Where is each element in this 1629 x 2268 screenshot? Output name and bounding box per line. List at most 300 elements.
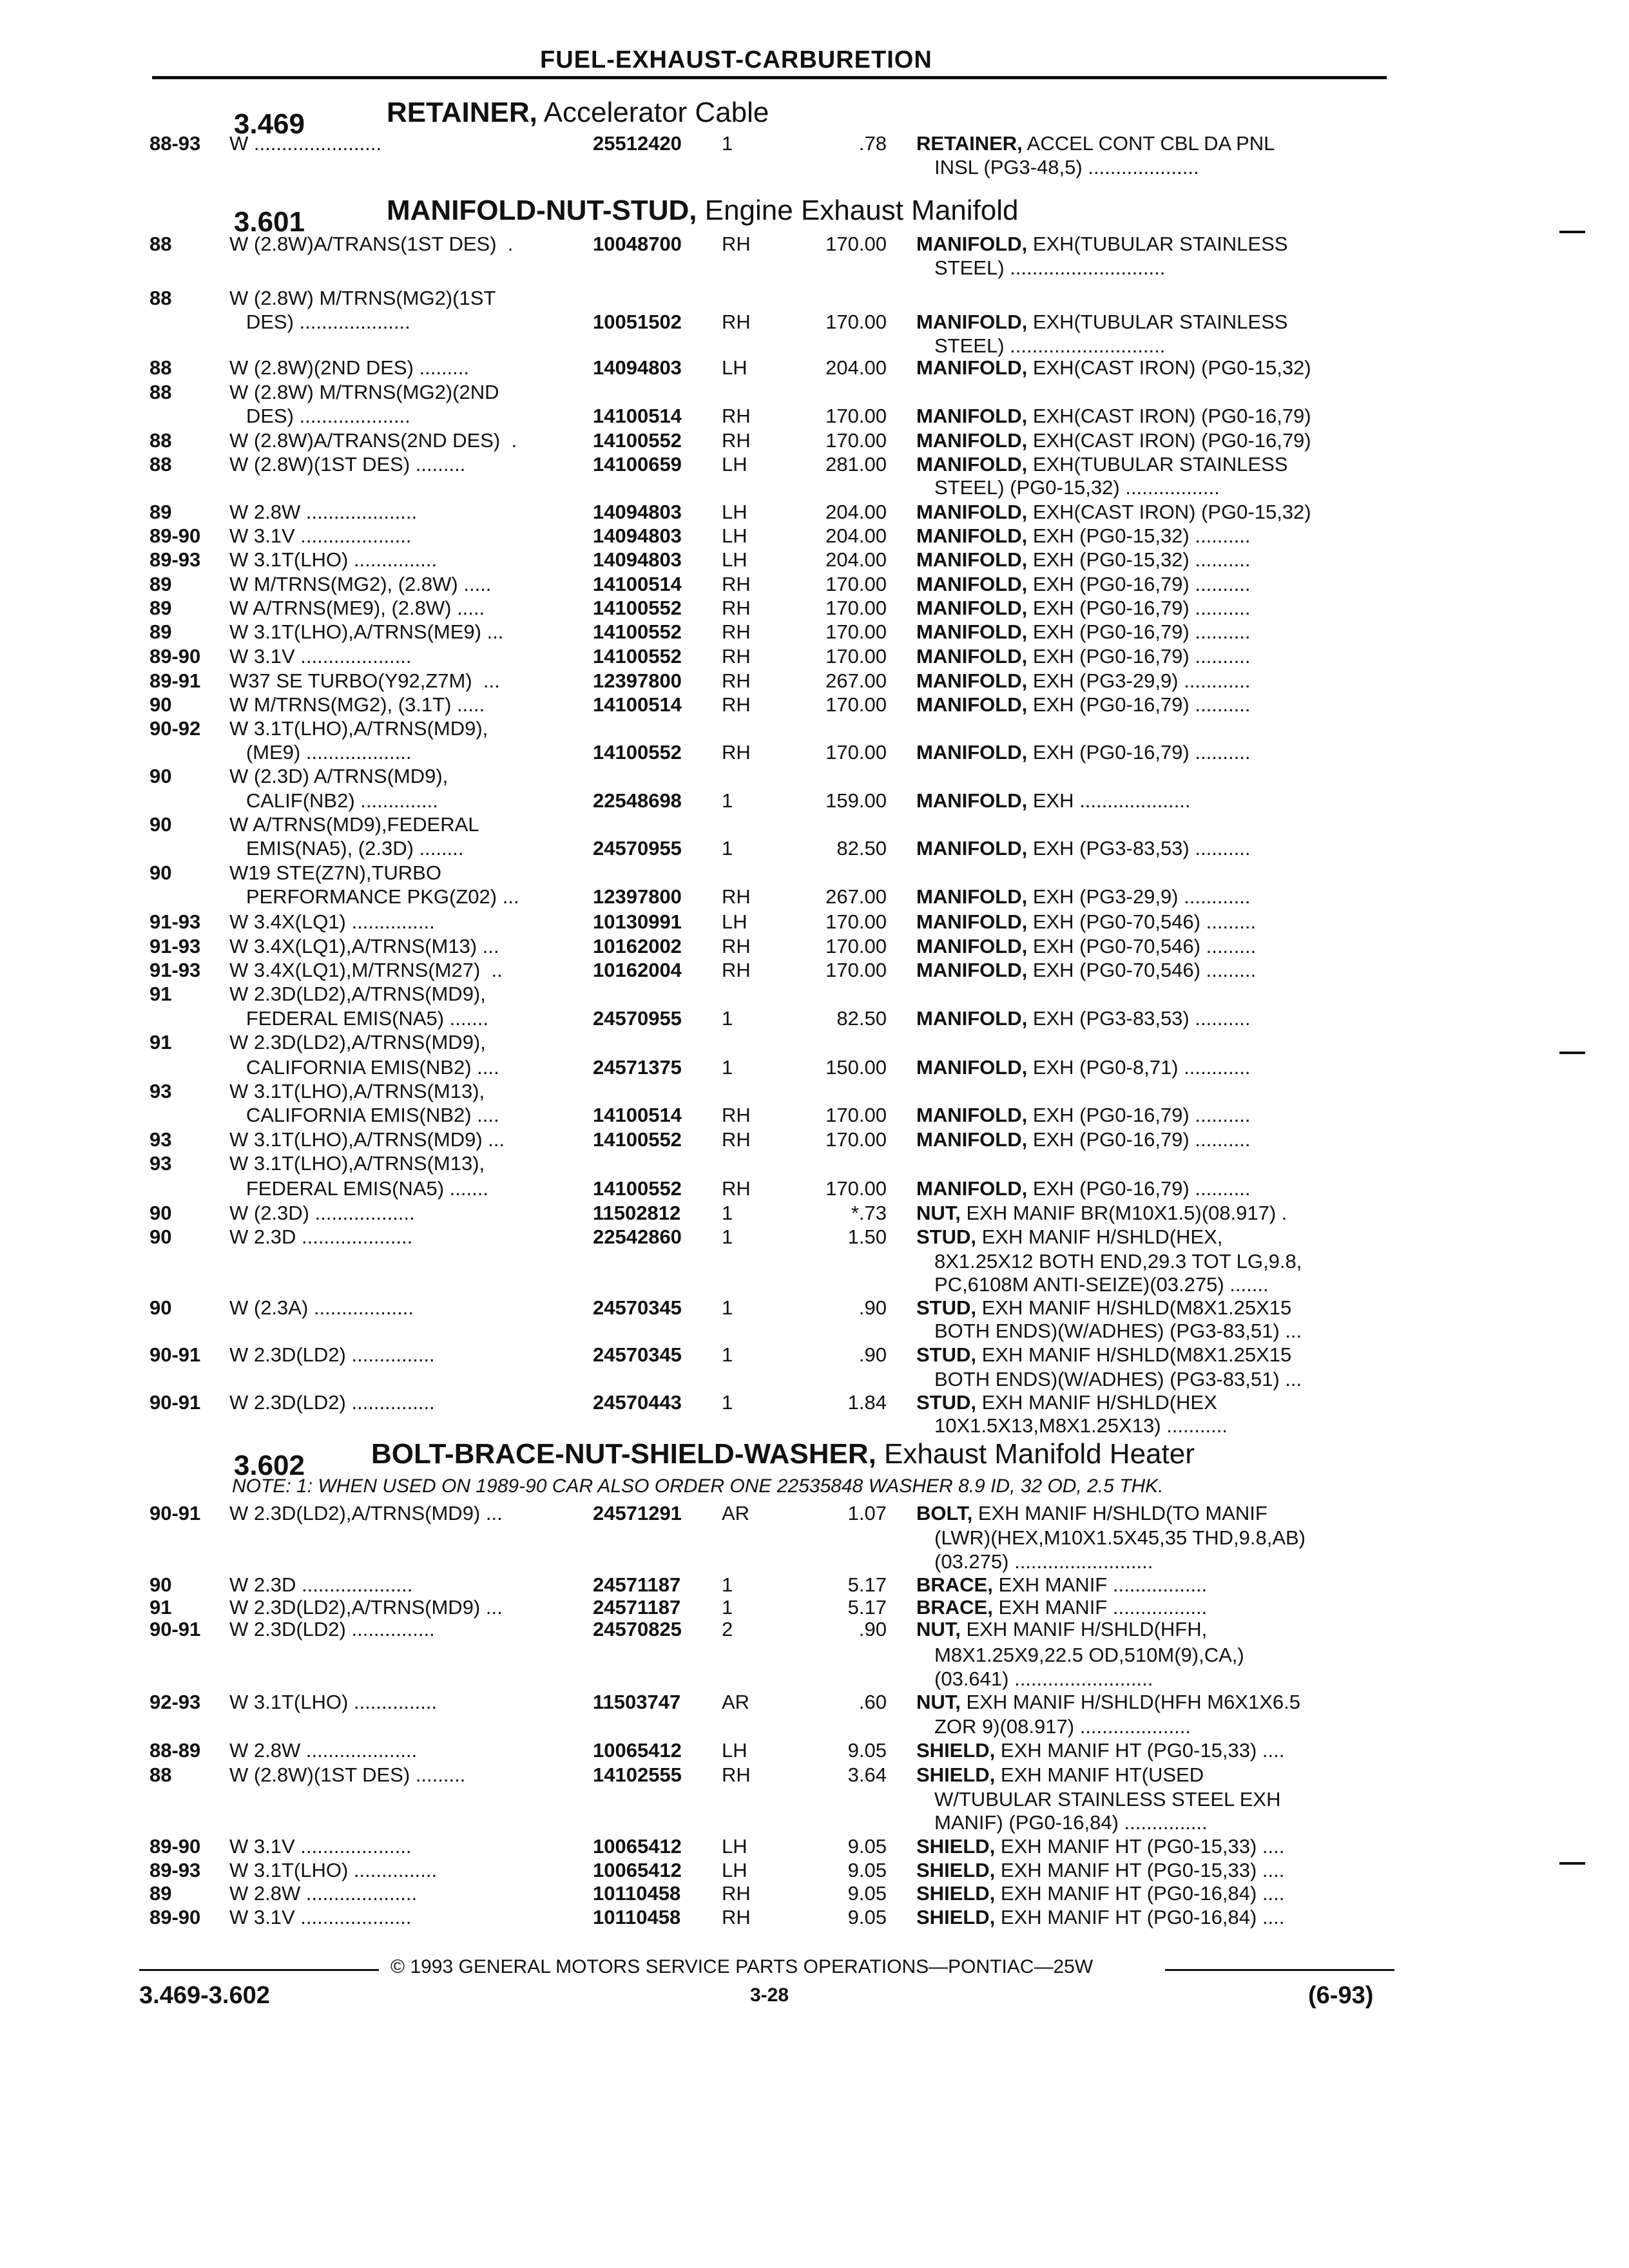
part-number-cell: 11503747 — [593, 1691, 681, 1713]
year-cell: 88 — [149, 381, 172, 403]
part-number-cell: 10065412 — [593, 1859, 682, 1881]
usage-cell: PERFORMANCE PKG(Z02) ... — [229, 885, 519, 908]
description-cell — [916, 356, 1393, 380]
description-cell — [916, 1690, 1393, 1714]
part-number-cell: 24570345 — [593, 1296, 682, 1319]
part-detail: EXH MANIF BR(M10X1.5)(08.917) . — [960, 1202, 1287, 1224]
description-cell — [916, 1617, 1393, 1641]
quantity-cell: LH — [722, 548, 747, 571]
year-cell: 90 — [149, 693, 172, 716]
quantity-cell: RH — [722, 573, 751, 595]
description-cell — [934, 1550, 1411, 1573]
price-cell: 267.00 — [825, 885, 887, 908]
quantity-cell: LH — [722, 524, 747, 547]
part-name: MANIFOLD, — [916, 620, 1028, 643]
part-name: MANIFOLD, — [916, 741, 1028, 764]
quantity-cell: 1 — [722, 132, 733, 155]
description-cell — [934, 1811, 1411, 1834]
usage-cell: FEDERAL EMIS(NA5) ....... — [229, 1007, 488, 1030]
part-detail: EXH MANIF HT (PG0-15,33) .... — [995, 1739, 1285, 1762]
quantity-cell: RH — [722, 1763, 751, 1786]
usage-cell: W 3.1V .................... — [229, 524, 412, 547]
description-cell — [916, 524, 1393, 548]
quantity-cell: AR — [722, 1502, 750, 1524]
year-cell: 90 — [149, 813, 172, 836]
price-cell: 281.00 — [825, 453, 887, 476]
part-detail: EXH (PG0-70,546) ......... — [1027, 910, 1257, 933]
description-cell — [916, 693, 1393, 716]
part-detail: EXH MANIF ................. — [992, 1596, 1208, 1619]
year-cell: 90-92 — [149, 717, 201, 740]
part-name: MANIFOLD, — [916, 453, 1028, 476]
description-cell — [916, 1201, 1393, 1225]
part-detail: W/TUBULAR STAINLESS STEEL EXH — [934, 1788, 1281, 1811]
price-cell: 170.00 — [825, 429, 887, 452]
section-title-3601 — [387, 195, 1018, 227]
quantity-cell: RH — [722, 1906, 751, 1928]
year-cell: 89-93 — [149, 1859, 201, 1881]
price-cell: 267.00 — [825, 669, 887, 692]
price-cell: 170.00 — [825, 1128, 887, 1151]
quantity-cell: RH — [722, 311, 751, 333]
part-detail: EXH (PG0-8,71) ............ — [1027, 1056, 1251, 1079]
part-number-cell: 14094803 — [593, 356, 682, 379]
part-detail: EXH (PG0-70,546) ......... — [1027, 959, 1257, 981]
part-number-cell: 10051502 — [593, 311, 682, 333]
footer-section-range: 3.469-3.602 — [139, 1982, 270, 2009]
description-cell — [934, 1273, 1411, 1296]
year-cell: 88 — [149, 356, 172, 379]
year-cell: 91 — [149, 1596, 172, 1619]
part-number-cell: 14100552 — [593, 597, 682, 619]
section-number: 3.601 — [233, 206, 305, 238]
price-cell: 204.00 — [825, 524, 887, 547]
usage-cell: W A/TRNS(ME9), (2.8W) ..... — [229, 597, 485, 619]
part-number-cell: 14100552 — [593, 1177, 682, 1200]
part-number-cell: 14100552 — [593, 1128, 682, 1151]
part-name: NUT, — [916, 1618, 961, 1640]
part-detail: EXH (PG0-16,79) .......... — [1027, 1177, 1251, 1200]
part-name: MANIFOLD, — [916, 548, 1028, 571]
quantity-cell: 1 — [722, 1391, 733, 1414]
year-cell: 90-91 — [149, 1343, 201, 1366]
description-cell — [916, 232, 1393, 256]
part-name: BRACE, — [916, 1596, 993, 1619]
part-name: STUD, — [916, 1225, 976, 1248]
part-number-cell: 14100514 — [593, 405, 682, 427]
part-detail: EXH (PG0-16,79) .......... — [1027, 597, 1251, 619]
usage-cell: W (2.8W)(1ST DES) ......... — [229, 1763, 466, 1786]
quantity-cell: RH — [722, 693, 751, 716]
usage-cell: W 2.3D(LD2) ............... — [229, 1618, 435, 1640]
part-detail: EXH(CAST IRON) (PG0-15,32) — [1027, 356, 1311, 379]
part-detail: EXH MANIF HT (PG0-16,84) .... — [995, 1882, 1285, 1905]
part-detail: EXH (PG0-15,32) .......... — [1027, 524, 1251, 547]
usage-cell: W 2.8W .................... — [229, 501, 418, 523]
usage-cell: W 3.1V .................... — [229, 645, 412, 668]
price-cell: 170.00 — [825, 910, 887, 933]
part-detail: MANIF) (PG0-16,84) ............... — [934, 1811, 1208, 1834]
part-detail: BOTH ENDS)(W/ADHES) (PG3-83,51) ... — [934, 1368, 1302, 1390]
part-number-cell: 12397800 — [593, 885, 682, 908]
quantity-cell: LH — [722, 1859, 747, 1881]
usage-cell: W 3.4X(LQ1),M/TRNS(M27) .. — [229, 959, 503, 981]
quantity-cell: 1 — [722, 1573, 733, 1596]
usage-cell: W 3.1T(LHO),A/TRNS(M13), — [229, 1152, 485, 1175]
part-number-cell: 14100514 — [593, 1104, 682, 1126]
price-cell: 170.00 — [825, 620, 887, 643]
usage-cell: W 2.3D(LD2) ............... — [229, 1391, 435, 1414]
year-cell: 88 — [149, 233, 172, 255]
part-name: MANIFOLD, — [916, 669, 1028, 692]
description-cell — [916, 885, 1393, 908]
usage-cell: FEDERAL EMIS(NA5) ....... — [229, 1177, 488, 1200]
part-detail: EXH(CAST IRON) (PG0-16,79) — [1027, 405, 1311, 427]
year-cell: 88 — [149, 429, 172, 452]
price-cell: 170.00 — [825, 597, 887, 619]
usage-cell: W 3.1T(LHO) ............... — [229, 1691, 438, 1713]
part-detail: EXH MANIF H/SHLD(HFH M6X1X6.5 — [960, 1691, 1300, 1713]
usage-cell: W 2.3D(LD2),A/TRNS(MD9) ... — [229, 1502, 503, 1524]
margin-mark — [1559, 231, 1585, 233]
usage-cell: DES) .................... — [229, 405, 410, 427]
year-cell: 90 — [149, 1296, 172, 1319]
quantity-cell: 1 — [722, 789, 733, 812]
year-cell: 90-91 — [149, 1502, 201, 1524]
year-cell: 89-90 — [149, 645, 201, 668]
part-detail: EXH (PG0-16,79) .......... — [1027, 741, 1251, 764]
quantity-cell: RH — [722, 429, 751, 452]
description-cell — [916, 644, 1393, 668]
part-detail: BOTH ENDS)(W/ADHES) (PG3-83,51) ... — [934, 1320, 1302, 1342]
quantity-cell: RH — [722, 885, 751, 908]
price-cell: 204.00 — [825, 548, 887, 571]
part-name: SHIELD, — [916, 1882, 996, 1905]
description-cell — [916, 428, 1393, 452]
part-name: MANIFOLD, — [916, 573, 1028, 595]
part-detail: EXH MANIF HT (PG0-16,84) .... — [995, 1906, 1285, 1928]
usage-cell: W (2.8W)(1ST DES) ......... — [229, 453, 466, 476]
description-cell — [934, 1643, 1411, 1667]
footer-rule-left — [139, 1969, 379, 1971]
price-cell: .90 — [858, 1343, 887, 1366]
description-cell — [916, 1390, 1393, 1414]
description-cell — [916, 548, 1393, 572]
year-cell: 89 — [149, 573, 172, 595]
year-cell: 89-91 — [149, 669, 201, 692]
price-cell: 9.05 — [847, 1882, 887, 1905]
year-cell: 90-91 — [149, 1618, 201, 1640]
margin-mark — [1559, 1862, 1585, 1865]
part-name: STUD, — [916, 1391, 976, 1414]
description-cell — [916, 1905, 1393, 1929]
part-name: SHIELD, — [916, 1859, 996, 1881]
usage-cell: W 3.1T(LHO) ............... — [229, 548, 438, 571]
part-detail: PC,6108M ANTI-SEIZE)(03.275) ....... — [934, 1273, 1269, 1296]
part-detail: STEEL) (PG0-15,32) ................. — [934, 476, 1220, 499]
part-detail: EXH MANIF HT (PG0-15,33) .... — [995, 1835, 1285, 1858]
part-detail: EXH MANIF H/SHLD(HFH, — [960, 1618, 1208, 1640]
usage-cell: W (2.8W)A/TRANS(1ST DES) . — [229, 233, 514, 255]
part-detail: 8X1.25X12 BOTH END,29.3 TOT LG,9.8, — [934, 1250, 1302, 1273]
price-cell: 9.05 — [847, 1835, 887, 1858]
part-name: MANIFOLD, — [916, 405, 1028, 427]
part-name: MANIFOLD, — [916, 910, 1028, 933]
part-name: BOLT, — [916, 1502, 973, 1524]
part-detail: EXH (PG3-29,9) ............ — [1027, 669, 1251, 692]
usage-cell: W 2.3D(LD2) ............... — [229, 1343, 435, 1366]
part-number-cell: 10065412 — [593, 1835, 682, 1858]
description-cell — [916, 1177, 1393, 1200]
quantity-cell: RH — [722, 405, 751, 427]
usage-cell: W A/TRNS(MD9),FEDERAL — [229, 813, 479, 836]
price-cell: .60 — [858, 1691, 887, 1713]
quantity-cell: 1 — [722, 1343, 733, 1366]
usage-cell: W 3.4X(LQ1) ............... — [229, 910, 435, 933]
usage-cell: W (2.3D) .................. — [229, 1202, 415, 1224]
section-title-rest: Exhaust Manifold Heater — [876, 1438, 1195, 1470]
quantity-cell: RH — [722, 1104, 751, 1126]
year-cell: 90 — [149, 1225, 172, 1248]
part-name: MANIFOLD, — [916, 1177, 1028, 1200]
description-cell — [916, 1128, 1393, 1151]
part-detail: EXH(CAST IRON) (PG0-16,79) — [1027, 429, 1311, 452]
description-cell — [916, 740, 1393, 764]
part-detail: EXH(TUBULAR STAINLESS — [1027, 233, 1288, 255]
quantity-cell: 2 — [722, 1618, 733, 1640]
year-cell: 93 — [149, 1152, 172, 1175]
footer-page-number: 3-28 — [750, 1984, 789, 2006]
part-name: MANIFOLD, — [916, 693, 1028, 716]
description-cell — [934, 1715, 1411, 1738]
year-cell: 89-90 — [149, 524, 201, 547]
description-cell — [916, 620, 1393, 644]
part-number-cell: 24570443 — [593, 1391, 682, 1414]
quantity-cell: RH — [722, 741, 751, 764]
quantity-cell: RH — [722, 645, 751, 668]
description-cell — [934, 1667, 1411, 1691]
part-detail: M8X1.25X9,22.5 OD,510M(9),CA,) — [934, 1644, 1244, 1666]
year-cell: 90 — [149, 765, 172, 787]
description-cell — [916, 596, 1393, 620]
price-cell: .90 — [858, 1618, 887, 1640]
description-cell — [934, 334, 1411, 358]
part-name: MANIFOLD, — [916, 429, 1028, 452]
quantity-cell: LH — [722, 356, 747, 379]
quantity-cell: RH — [722, 669, 751, 692]
price-cell: 170.00 — [825, 693, 887, 716]
quantity-cell: LH — [722, 1835, 747, 1858]
part-detail: EXH (PG0-16,79) .......... — [1027, 645, 1251, 668]
usage-cell: (ME9) ................... — [229, 741, 412, 764]
part-number-cell: 22542860 — [593, 1225, 682, 1248]
description-cell — [916, 1834, 1393, 1858]
section-number: 3.469 — [233, 108, 305, 140]
usage-cell: W 3.1T(LHO),A/TRNS(M13), — [229, 1080, 485, 1102]
part-number-cell: 10110458 — [593, 1882, 681, 1905]
header-rule — [152, 76, 1387, 79]
usage-cell: W (2.8W)(2ND DES) ......... — [229, 356, 470, 379]
part-name: MANIFOLD, — [916, 837, 1028, 860]
description-cell — [916, 452, 1393, 476]
quantity-cell: RH — [722, 233, 751, 255]
part-number-cell: 24571375 — [593, 1056, 682, 1079]
quantity-cell: 1 — [722, 1007, 733, 1030]
description-cell — [916, 669, 1393, 693]
part-number-cell: 12397800 — [593, 669, 682, 692]
part-detail: (LWR)(HEX,M10X1.5X45,35 THD,9.8,AB) — [934, 1526, 1306, 1549]
part-detail: (03.641) ......................... — [934, 1667, 1153, 1690]
footer-rule-right — [1165, 1969, 1394, 1971]
year-cell: 89 — [149, 620, 172, 643]
part-number-cell: 25512420 — [593, 132, 682, 155]
year-cell: 89-90 — [149, 1835, 201, 1858]
part-name: SHIELD, — [916, 1763, 996, 1786]
part-name: MANIFOLD, — [916, 935, 1028, 957]
part-number-cell: 24571187 — [593, 1596, 681, 1619]
description-cell — [934, 155, 1411, 179]
part-number-cell: 14100552 — [593, 741, 682, 764]
part-name: MANIFOLD, — [916, 645, 1028, 668]
part-detail: EXH (PG0-16,79) .......... — [1027, 1104, 1251, 1126]
year-cell: 89-93 — [149, 548, 201, 571]
year-cell: 90-91 — [149, 1391, 201, 1414]
year-cell: 89 — [149, 597, 172, 619]
part-number-cell: 24571291 — [593, 1502, 682, 1524]
description-cell — [916, 1573, 1393, 1597]
description-cell — [916, 1055, 1393, 1079]
year-cell: 88-93 — [149, 132, 201, 155]
footer-copyright: © 1993 GENERAL MOTORS SERVICE PARTS OPERATIONS—PONTIAC—25W — [390, 1956, 1094, 1977]
price-cell: 170.00 — [825, 573, 887, 595]
part-name: MANIFOLD, — [916, 597, 1028, 619]
part-detail: EXH (PG0-16,79) .......... — [1027, 1128, 1251, 1151]
description-cell — [916, 572, 1393, 596]
part-detail: ZOR 9)(08.917) .................... — [934, 1715, 1191, 1738]
part-name: SHIELD, — [916, 1906, 996, 1928]
part-number-cell: 14094803 — [593, 524, 682, 547]
part-number-cell: 14102555 — [593, 1763, 682, 1786]
section-title-bold: BOLT-BRACE-NUT-SHIELD-WASHER, — [371, 1438, 876, 1470]
part-name: MANIFOLD, — [916, 789, 1028, 812]
usage-cell: CALIF(NB2) .............. — [229, 789, 438, 812]
part-detail: EXH (PG0-16,79) .......... — [1027, 620, 1251, 643]
part-number-cell: 24570345 — [593, 1343, 682, 1366]
part-name: MANIFOLD, — [916, 1007, 1028, 1030]
part-name: MANIFOLD, — [916, 233, 1028, 255]
description-cell — [916, 1225, 1393, 1249]
year-cell: 89 — [149, 1882, 172, 1905]
part-detail: STEEL) ............................ — [934, 256, 1166, 279]
part-detail: EXH(TUBULAR STAINLESS — [1027, 311, 1288, 333]
quantity-cell: LH — [722, 453, 747, 476]
footer-date: (6-93) — [1308, 1982, 1374, 2009]
year-cell: 90 — [149, 1573, 172, 1596]
part-number-cell: 14100552 — [593, 645, 682, 668]
year-cell: 88 — [149, 453, 172, 476]
description-cell — [916, 1881, 1393, 1905]
price-cell: 170.00 — [825, 645, 887, 668]
part-name: NUT, — [916, 1202, 961, 1224]
price-cell: 1.50 — [847, 1225, 887, 1248]
price-cell: 5.17 — [847, 1596, 887, 1619]
price-cell: 150.00 — [825, 1056, 887, 1079]
usage-cell: W M/TRNS(MG2), (2.8W) ..... — [229, 573, 492, 595]
description-cell — [934, 1367, 1411, 1391]
part-name: MANIFOLD, — [916, 1128, 1028, 1151]
usage-cell: W (2.3A) .................. — [229, 1296, 414, 1319]
part-detail: INSL (PG3-48,5) .................... — [934, 156, 1199, 178]
part-name: MANIFOLD, — [916, 1104, 1028, 1126]
price-cell: 170.00 — [825, 741, 887, 764]
part-number-cell: 14094803 — [593, 548, 682, 571]
part-number-cell: 14100552 — [593, 620, 682, 643]
price-cell: 9.05 — [847, 1906, 887, 1928]
part-number-cell: 14100514 — [593, 693, 682, 716]
part-detail: EXH(CAST IRON) (PG0-15,32) — [1027, 501, 1311, 523]
usage-cell: DES) .................... — [229, 311, 410, 333]
part-name: MANIFOLD, — [916, 959, 1028, 981]
description-cell — [916, 1501, 1393, 1525]
usage-cell: CALIFORNIA EMIS(NB2) .... — [229, 1104, 499, 1126]
part-number-cell: 24570825 — [593, 1618, 682, 1640]
part-number-cell: 10162002 — [593, 935, 682, 957]
part-name: MANIFOLD, — [916, 356, 1028, 379]
part-number-cell: 11502812 — [593, 1202, 681, 1224]
usage-cell: W (2.3D) A/TRNS(MD9), — [229, 765, 448, 787]
usage-cell: W ....................... — [229, 132, 381, 155]
price-cell: 82.50 — [836, 1007, 887, 1030]
price-cell: 3.64 — [847, 1763, 887, 1786]
quantity-cell: 1 — [722, 1202, 733, 1224]
description-cell — [916, 1006, 1393, 1030]
page-header-title: FUEL-EXHAUST-CARBURETION — [540, 46, 932, 73]
part-number-cell: 14100552 — [593, 429, 682, 452]
price-cell: .90 — [858, 1296, 887, 1319]
part-number-cell: 10065412 — [593, 1739, 682, 1762]
usage-cell: W37 SE TURBO(Y92,Z7M) ... — [229, 669, 500, 692]
quantity-cell: 1 — [722, 1296, 733, 1319]
quantity-cell: LH — [722, 1739, 747, 1762]
section-title-rest: Accelerator Cable — [537, 97, 769, 128]
part-name: RETAINER, — [916, 132, 1023, 155]
part-name: MANIFOLD, — [916, 885, 1028, 908]
part-number-cell: 10048700 — [593, 233, 682, 255]
quantity-cell: RH — [722, 597, 751, 619]
part-name: MANIFOLD, — [916, 311, 1028, 333]
usage-cell: W 2.3D .................... — [229, 1225, 413, 1248]
year-cell: 90 — [149, 861, 172, 884]
description-cell — [916, 910, 1393, 934]
price-cell: 170.00 — [825, 1104, 887, 1126]
usage-cell: W 2.3D(LD2),A/TRNS(MD9), — [229, 1031, 486, 1053]
usage-cell: W 2.3D(LD2),A/TRNS(MD9), — [229, 983, 486, 1005]
description-cell — [916, 1296, 1393, 1320]
description-cell — [916, 1343, 1393, 1367]
part-detail: EXH MANIF HT(USED — [995, 1763, 1204, 1786]
description-cell — [934, 1414, 1411, 1437]
year-cell: 91-93 — [149, 959, 201, 981]
price-cell: 204.00 — [825, 501, 887, 523]
quantity-cell: RH — [722, 1128, 751, 1151]
part-detail: EXH (PG3-29,9) ............ — [1027, 885, 1251, 908]
year-cell: 91 — [149, 983, 172, 1005]
description-cell — [934, 1319, 1411, 1343]
usage-cell: W 3.1T(LHO),A/TRNS(MD9), — [229, 717, 488, 740]
part-name: STUD, — [916, 1296, 976, 1319]
section-title-rest: Engine Exhaust Manifold — [697, 195, 1019, 226]
usage-cell: W 3.1T(LHO),A/TRNS(MD9) ... — [229, 1128, 505, 1151]
